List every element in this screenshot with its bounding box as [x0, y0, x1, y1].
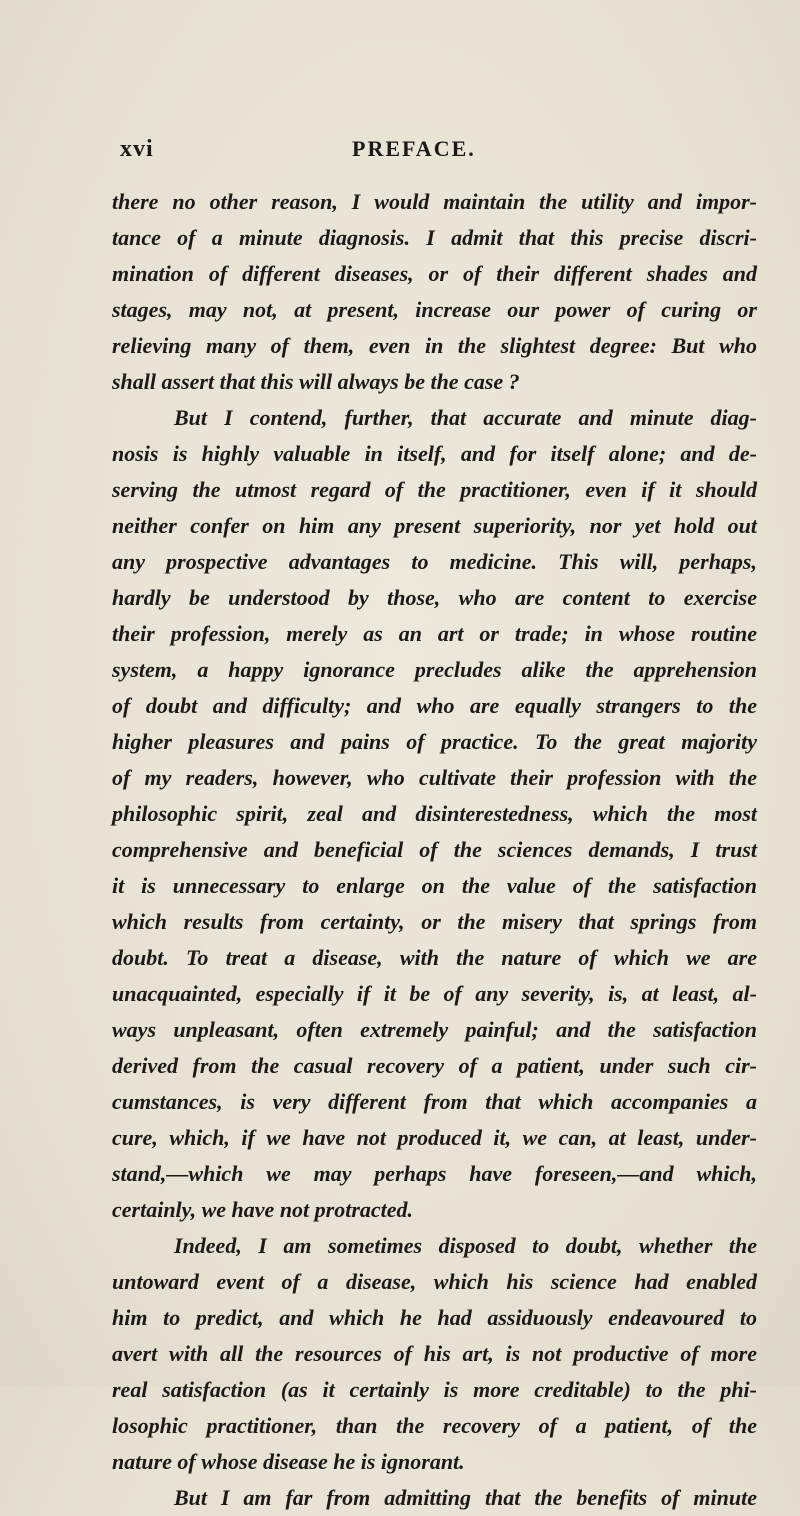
text-line: certainly, we have not protracted.	[112, 1197, 414, 1222]
paragraph-start-line: But I contend, further, that accurate and minute diag-	[174, 405, 757, 430]
text-line: nature of whose disease he is ignorant.	[112, 1449, 465, 1474]
text-line: philosophic spirit, zeal and disinterestedness, which the most	[112, 801, 757, 826]
text-line: higher pleasures and pains of practice. To the great majority	[112, 729, 757, 754]
text-line: system, a happy ignorance precludes alike the apprehension	[112, 657, 757, 682]
text-line: relieving many of them, even in the slightest degree: But who	[112, 333, 757, 358]
text-line: tance of a minute diagnosis. I admit that this precise discri-	[112, 225, 757, 250]
text-line: serving the utmost regard of the practitioner, even if it should	[112, 477, 757, 502]
text-line: avert with all the resources of his art, is not productive of more	[112, 1341, 757, 1366]
text-line: neither confer on him any present superiority, nor yet hold out	[112, 513, 757, 538]
page-header	[120, 136, 740, 166]
text-line: stages, may not, at present, increase our power of curing or	[112, 297, 757, 322]
text-line: untoward event of a disease, which his science had enabled	[112, 1269, 757, 1294]
text-line: him to predict, and which he had assiduously endeavoured to	[112, 1305, 757, 1330]
text-line: comprehensive and beneficial of the sciences demands, I trust	[112, 837, 757, 862]
text-line: which results from certainty, or the misery that springs from	[112, 909, 757, 934]
text-line: shall assert that this will always be the case ?	[112, 369, 520, 394]
text-line: mination of different diseases, or of their different shades and	[112, 261, 757, 286]
text-line: of doubt and difficulty; and who are equally strangers to the	[112, 693, 757, 718]
paragraph-start-line: Indeed, I am sometimes disposed to doubt, whether the	[174, 1233, 757, 1258]
text-line: real satisfaction (as it certainly is more creditable) to the phi-	[112, 1377, 757, 1402]
text-line: their profession, merely as an art or trade; in whose routine	[112, 621, 757, 646]
text-line: cumstances, is very different from that which accompanies a	[112, 1089, 757, 1114]
page-number: xvi	[120, 136, 154, 162]
text-line: of my readers, however, who cultivate their profession with the	[112, 765, 757, 790]
text-line: losophic practitioner, than the recovery of a patient, of the	[112, 1413, 757, 1438]
text-line: unacquainted, especially if it be of any severity, is, at least, al-	[112, 981, 757, 1006]
text-line: any prospective advantages to medicine. This will, perhaps,	[112, 549, 757, 574]
text-line: doubt. To treat a disease, with the nature of which we are	[112, 945, 757, 970]
text-line: stand,—which we may perhaps have foreseen,—and which,	[112, 1161, 757, 1186]
body-text	[112, 184, 757, 1516]
text-line: cure, which, if we have not produced it, we can, at least, under-	[112, 1125, 757, 1150]
text-line: ways unpleasant, often extremely painful; and the satisfaction	[112, 1017, 757, 1042]
running-title: PREFACE.	[352, 136, 476, 161]
text-line: derived from the casual recovery of a patient, under such cir-	[112, 1053, 757, 1078]
paragraph-start-line: But I am far from admitting that the benefits of minute	[174, 1485, 757, 1510]
text-line: hardly be understood by those, who are content to exercise	[112, 585, 757, 610]
text-line: there no other reason, I would maintain the utility and impor-	[112, 189, 757, 214]
text-line: it is unnecessary to enlarge on the value of the satisfaction	[112, 873, 757, 898]
text-line: nosis is highly valuable in itself, and for itself alone; and de-	[112, 441, 757, 466]
